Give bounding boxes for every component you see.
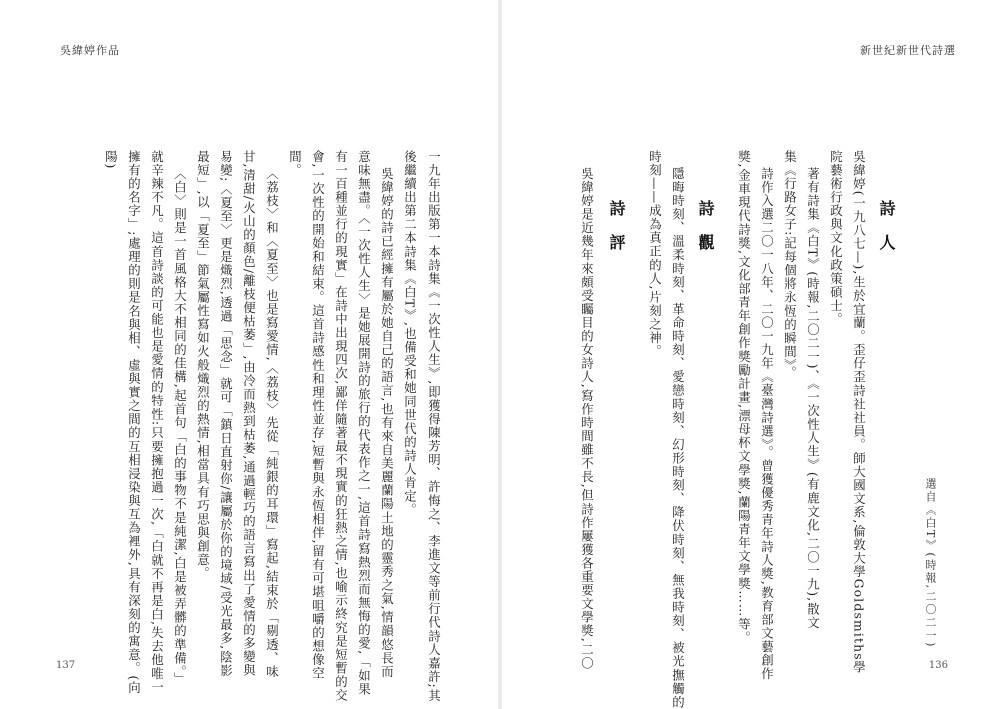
poet-line: 獎,金車現代詩獎,文化部青年創作獎勵計畫,漂母杯文學獎,蘭陽青年文學獎……等。 bbox=[736, 150, 752, 645]
view-line: 隱晦時刻、溫柔時刻、革命時刻、愛戀時刻、幻形時刻、降伏時刻、無我時刻、被光撫觸的 bbox=[670, 167, 686, 709]
text-line: 就辛辣不凡。這首詩談的可能也是愛情的特性:只要擁抱過一次,「白就不再是白,失去他唯一 bbox=[149, 150, 165, 694]
review-line: 吳緯婷是近幾年來頗受矚目的女詩人,寫作時間雖不長,但詩作屢獲各重要文學獎,二〇 bbox=[579, 167, 595, 671]
text-line: 吳緯婷的詩已經擁有屬於她自己的語言,也有來自美麗蘭陽土地的靈秀之氣,情韻悠長而 bbox=[379, 167, 395, 679]
text-line: 擁有的名字」;處理的則是名與相、虛與實之間的互相浸染與互為裡外,具有深刻的寓意。(向 bbox=[126, 150, 142, 695]
text-line: 〈荔枝〉和〈夏至〉也是寫愛情,〈荔枝〉先從「純銀的耳環」寫起,結束於「剔透、味 bbox=[264, 167, 280, 679]
text-line: 最短」,以「夏至」節氣屬性寫如火般熾烈的熱情,相當具有巧思與創意。 bbox=[195, 150, 211, 581]
text-line: 意味無盡。〈一次性人生〉是她展開詩的旅行的代表作之一,這首詩寫熱烈而無悔的愛,「如果 bbox=[356, 150, 372, 696]
page-number: 137 bbox=[56, 660, 76, 671]
section-heading-review: 詩評 bbox=[607, 200, 626, 268]
text-line: 易變;〈夏至〉更是熾烈,透過「思念」就可「鎮日直射你/讓屬於你的境域/受光最多,陰影 bbox=[218, 150, 234, 678]
text-line: 後繼續出第二本詩集《白T》,也備受和她同世代的詩人肯定。 bbox=[402, 150, 418, 517]
text-line: 有一百種並行的現實」在詩中出現四次,鄙佯隨著最不現實的狂熱之情,也喻示終究是短暫的交 bbox=[333, 150, 349, 703]
view-line: 時刻——成為真正的人,片刻之神。 bbox=[647, 150, 663, 359]
poet-line: 著有詩集《白T》(時報,二〇二一)、《一次性人生》(有鹿文化,二〇一九),散文 bbox=[805, 167, 821, 630]
running-header-author: 吳緯婷作品 bbox=[60, 44, 120, 57]
poet-line: 集《行路女子:記每個將永恆的瞬間》。 bbox=[782, 150, 798, 380]
section-heading-poet: 詩人 bbox=[877, 200, 896, 268]
page-number: 136 bbox=[928, 660, 948, 671]
text-line: 間。 bbox=[287, 150, 303, 178]
text-line: 一九年出版第一本詩集《一次性人生》,即獲得陳芳明、許悔之、李進文等前行代詩人嘉許;其 bbox=[426, 150, 442, 703]
text-line: 陽) bbox=[103, 150, 119, 170]
text-line: 會,一次性的開始和結束。這首詩感性和理性並存,短暫與永恆相伴,留有可堪咀嚼的想像空 bbox=[310, 150, 326, 681]
poet-line: 吳緯婷(一九八七—),生於宜蘭。歪仔歪詩社社員。師大國文系,倫敦大學Goldsmiths學 bbox=[851, 150, 867, 675]
section-heading-view: 詩觀 bbox=[696, 200, 715, 268]
text-line: 甘,清甜/火山的顏色/離枝便枯萎」,由冷而熱到枯萎,通過輕巧的語言寫出了愛情的多變與 bbox=[241, 150, 257, 678]
running-header-series: 新世紀新世代詩選 bbox=[860, 44, 956, 57]
text-line: 〈白〉則是一首風格大不相同的佳構,起首句「白的事物不是純潔,白是被弄髒的準備。」 bbox=[172, 167, 188, 686]
right-page bbox=[500, 0, 1000, 709]
source-note: 選自《白T》(時報,二〇二一) bbox=[924, 478, 937, 649]
poet-line: 院藝術行政與文化政策碩士。 bbox=[828, 150, 844, 327]
poet-line: 詩作入選二〇一八年、二〇一九年《臺灣詩選》。曾獲優秀青年詩人獎,教育部文藝創作 bbox=[759, 167, 775, 681]
